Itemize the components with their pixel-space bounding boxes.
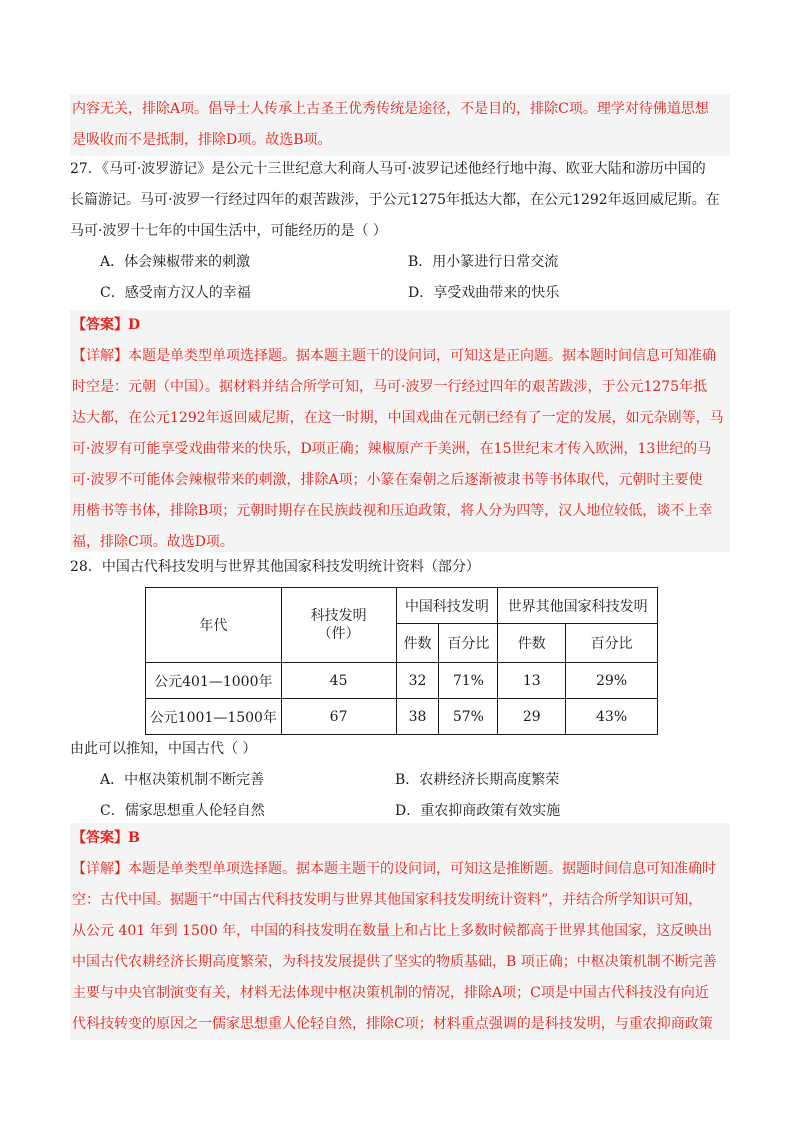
explanation-line: 可·波罗有可能享受戏曲带来的快乐，D项正确；辣椒原产于美洲，在15世纪末才传入欧洲，13世纪的马 — [72, 441, 712, 457]
prev-explanation-block — [70, 94, 730, 156]
explanation-line: 用楷书等书体，排除B项；元朝时期存在民族歧视和压迫政策，将人分为四等，汉人地位较低，谈不上幸 — [72, 503, 713, 519]
cell-world-count: 13 — [498, 663, 566, 699]
explanation-line: 空：古代中国。据题干“中国古代科技发明与世界其他国家科技发明统计资料”，并结合所学知识可知， — [72, 892, 703, 908]
cell-total: 45 — [281, 663, 396, 699]
header-china: 中国科技发明 — [396, 588, 498, 624]
cell-china-count: 38 — [396, 699, 439, 735]
explanation-line: 可·波罗不可能体会辣椒带来的刺激，排除A项；小篆在秦朝之后逐渐被隶书等书体取代，元朝时主要使 — [72, 472, 703, 488]
q27-stem-line: 27．《马可·波罗游记》是公元十三世纪意大利商人马可·波罗记述他经行地中海、欧亚大陆和游历中国的 — [70, 161, 706, 177]
explanation-line: 内容无关，排除A项。倡导士人传承上古圣王优秀传统是途径，不是目的，排除C项。理学对待佛道思想 — [72, 101, 709, 117]
header-world: 世界其他国家科技发明 — [498, 588, 658, 624]
q27-option-c: C．感受南方汉人的幸福 — [100, 285, 251, 301]
statistics-table — [145, 587, 658, 735]
explanation-line: 【详解】本题是单类型单项选择题。据本题主题干的设问词，可知这是正向题。据本题时间信息可知准确 — [72, 348, 716, 364]
q27-option-d: D．享受戏曲带来的快乐 — [408, 285, 560, 301]
q28-option-a: A．中枢决策机制不断完善 — [100, 772, 265, 788]
q28-answer-block — [70, 823, 730, 1040]
q27-answer-block — [70, 310, 730, 552]
q28-stem: 28．中国古代科技发明与世界其他国家科技发明统计资料（部分） — [70, 559, 480, 575]
cell-world-count: 29 — [498, 699, 566, 735]
q27-option-b: B．用小篆进行日常交流 — [408, 254, 559, 270]
header-total: 科技发明（件） — [281, 588, 396, 663]
explanation-line: 主要与中央官制演变有关，材料无法体现中枢决策机制的情况，排除A项；C项是中国古代科技没有向近 — [72, 985, 709, 1001]
cell-world-pct: 43% — [566, 699, 658, 735]
table-row — [146, 699, 658, 735]
explanation-line: 是吸收而不是抵制，排除D项。故选B项。 — [72, 132, 332, 148]
explanation-line: 代科技转变的原因之一儒家思想重人伦轻自然，排除C项；材料重点强调的是科技发明，与重农抑商政策 — [72, 1016, 713, 1032]
q27-option-a: A．体会辣椒带来的刺激 — [100, 254, 251, 270]
q28-option-c: C．儒家思想重人伦轻自然 — [100, 803, 265, 819]
sub-header-percent: 百分比 — [566, 624, 658, 663]
sub-header-count: 件数 — [396, 624, 439, 663]
cell-china-pct: 57% — [439, 699, 498, 735]
header-era: 年代 — [146, 588, 282, 663]
q28-option-d: D．重农抑商政策有效实施 — [395, 803, 561, 819]
explanation-line: 从公元 401 年到 1500 年，中国的科技发明在数量上和占比上多数时候都高于世界其他国家，这反映出 — [72, 923, 713, 939]
q27-stem-line: 长篇游记。马可·波罗一行经过四年的艰苦跋涉，于公元1275年抵达大都，在公元1292年返回威尼斯。在 — [70, 192, 720, 208]
sub-header-count: 件数 — [498, 624, 566, 663]
cell-era: 公元401—1000年 — [146, 663, 282, 699]
explanation-line: 中国古代农耕经济长期高度繁荣，为科技发展提供了坚实的物质基础，B 项正确；中枢决策机制不断完善 — [72, 954, 717, 970]
q28-question: 由此可以推知，中国古代（ ） — [70, 741, 257, 757]
explanation-line: 【详解】本题是单类型单项选择题。据本题主题干的设问词，可知这是推断题。据题时间信息可知准确时 — [72, 861, 716, 877]
cell-total: 67 — [281, 699, 396, 735]
explanation-line: 时空是：元朝（中国）。据材料并结合所学可知，马可·波罗一行经过四年的艰苦跋涉，于公元1275年抵 — [72, 379, 708, 395]
q27-answer: 【答案】D — [72, 317, 141, 333]
explanation-line: 达大都，在公元1292年返回威尼斯，在这一时期，中国戏曲在元朝已经有了一定的发展，如元杂剧等，马 — [72, 410, 724, 426]
sub-header-percent: 百分比 — [439, 624, 498, 663]
q28-option-b: B．农耕经济长期高度繁荣 — [395, 772, 560, 788]
table-row — [146, 663, 658, 699]
cell-era: 公元1001—1500年 — [146, 699, 282, 735]
explanation-line: 福，排除C项。故选D项。 — [72, 534, 234, 550]
q27-stem-line: 马可·波罗十七年的中国生活中，可能经历的是（ ） — [70, 223, 387, 239]
cell-china-pct: 71% — [439, 663, 498, 699]
q28-answer: 【答案】B — [72, 830, 140, 846]
cell-world-pct: 29% — [566, 663, 658, 699]
cell-china-count: 32 — [396, 663, 439, 699]
